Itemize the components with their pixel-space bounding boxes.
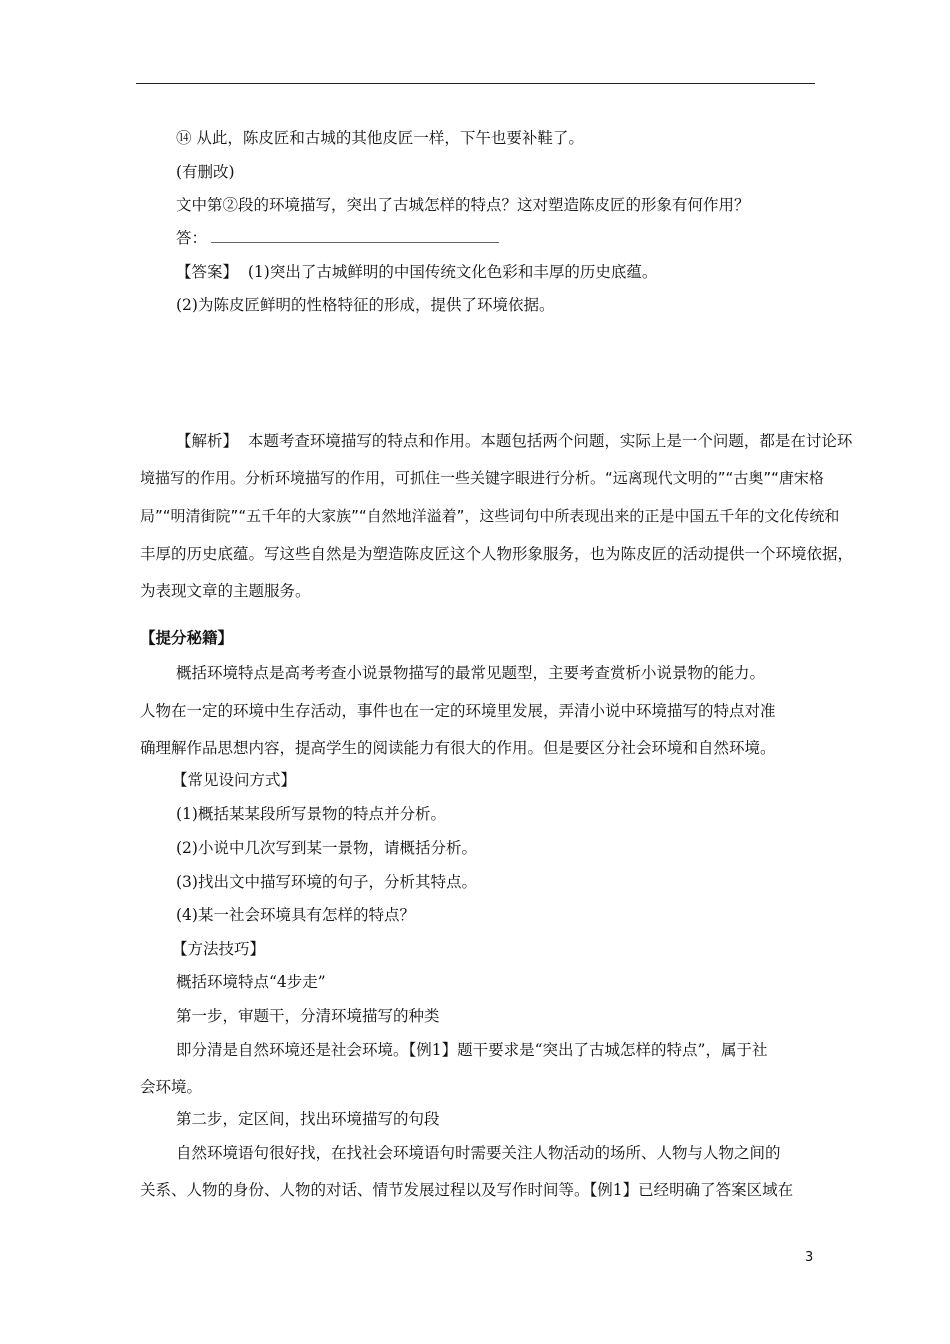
- question-text: 文中第②段的环境描写，突出了古城怎样的特点？这对塑造陈皮匠的形象有何作用？: [176, 196, 750, 214]
- step-2-heading: 第二步，定区间，找出环境描写的句段: [176, 1110, 440, 1128]
- step-2-line-b: 关系、人物的身份、人物的对话、情节发展过程以及写作时间等。【例1】已经明确了答案区域在: [140, 1181, 794, 1199]
- analysis-line-3: 局”“明清街院”“五千年的大家族”“自然地洋溢着”，这些词句中所表现出来的正是中国五千年的文化传统和: [140, 507, 840, 525]
- method-heading: 【方法技巧】: [172, 940, 266, 958]
- answer-line-1: [176, 262, 657, 282]
- analysis-text-1: 本题考查环境描写的特点和作用。本题包括两个问题，实际上是一个问题，都是在讨论环: [247, 432, 853, 450]
- common-question-3: (3)找出文中描写环境的句子，分析其特点。: [176, 873, 477, 891]
- answer-blank-line: [211, 228, 499, 243]
- common-question-4: (4)某一社会环境具有怎样的特点？: [176, 906, 415, 924]
- analysis-label: 【解析】: [176, 432, 239, 450]
- passage-edit-note: (有删改): [176, 163, 235, 181]
- header-rule: [136, 83, 815, 84]
- tips-intro-1: 概括环境特点是高考考查小说景物描写的最常见题型，主要考查赏析小说景物的能力。: [176, 664, 766, 682]
- answer-label: 【答案】: [176, 263, 239, 281]
- analysis-line-4: 丰厚的历史底蕴。写这些自然是为塑造陈皮匠这个人物形象服务，也为陈皮匠的活动提供一个环境依据，: [140, 545, 854, 563]
- answer-line-2: (2)为陈皮匠鲜明的性格特征的形成，提供了环境依据。: [176, 296, 555, 314]
- common-questions-heading: 【常见设问方式】: [172, 771, 297, 789]
- step-1-line-a: 即分清是自然环境还是社会环境。【例1】题干要求是“突出了古城怎样的特点”，属于社: [176, 1041, 768, 1059]
- answer-prompt: [176, 228, 499, 248]
- tips-intro-2: 人物在一定的环境中生存活动，事件也在一定的环境里发展，弄清小说中环境描写的特点对准: [140, 702, 776, 720]
- step-1-heading: 第一步，审题干，分清环境描写的种类: [176, 1007, 440, 1025]
- answer-text-1: (1)突出了古城鲜明的中国传统文化色彩和丰厚的历史底蕴。: [247, 263, 658, 281]
- analysis-line-2: 境描写的作用。分析环境描写的作用，可抓住一些关键字眼进行分析。“远离现代文明的”“古奥”“唐宋格: [140, 469, 824, 487]
- analysis-line-5: 为表现文章的主题服务。: [140, 582, 311, 600]
- method-title: 概括环境特点“4步走”: [176, 973, 326, 991]
- tips-heading: 【提分秘籍】: [140, 629, 234, 647]
- analysis-line-1: [176, 431, 852, 451]
- page-number: 3: [805, 1250, 814, 1265]
- common-question-1: (1)概括某某段所写景物的特点并分析。: [176, 805, 446, 823]
- tips-intro-3: 确理解作品思想内容，提高学生的阅读能力有很大的作用。但是要区分社会环境和自然环境。: [140, 739, 776, 757]
- step-1-line-b: 会环境。: [140, 1078, 203, 1096]
- step-2-line-a: 自然环境语句很好找，在找社会环境语句时需要关注人物活动的场所、人物与人物之间的: [176, 1144, 781, 1162]
- passage-paragraph-14: ⑭ 从此，陈皮匠和古城的其他皮匠一样，下午也要补鞋了。: [176, 129, 584, 147]
- common-question-2: (2)小说中几次写到某一景物，请概括分析。: [176, 839, 477, 857]
- answer-prompt-label: 答：: [176, 229, 208, 247]
